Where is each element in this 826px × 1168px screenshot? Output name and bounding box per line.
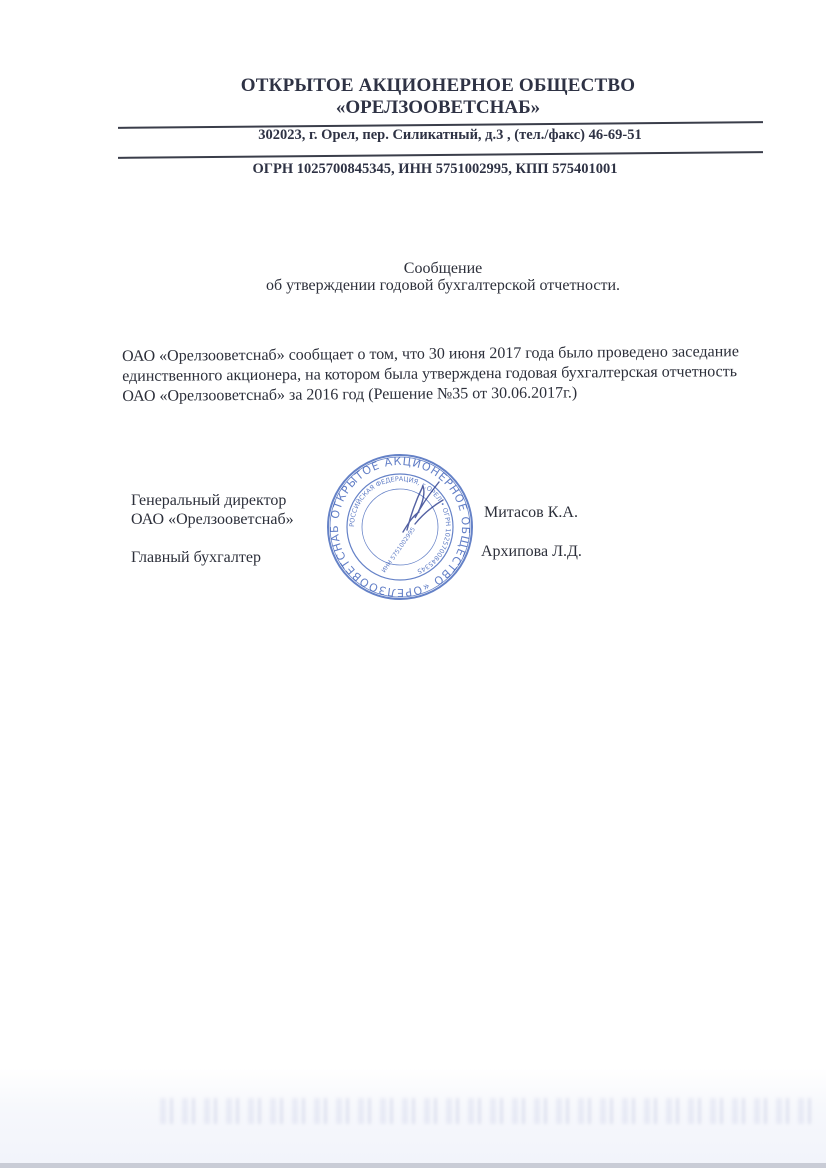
director-organization: ОАО «Орелзооветснаб» [131, 511, 294, 528]
company-registration: ОГРН 1025700845345, ИНН 5751002995, КПП 575401001 [252, 161, 618, 177]
company-name-line1: ОТКРЫТОЕ АКЦИОНЕРНОЕ ОБЩЕСТВО [240, 75, 636, 96]
chief-accountant-title: Главный бухгалтер [131, 549, 261, 566]
message-body [122, 342, 782, 407]
message-body-line: ОАО «Орелзооветснаб» сообщает о том, что 30 июня 2017 года было проведено заседание [122, 343, 739, 365]
scan-edge [0, 1163, 826, 1168]
director-title: Генеральный директор [131, 492, 287, 509]
message-subtitle: об утверждении годовой бухгалтерской отчетности. [265, 277, 621, 294]
company-address: 302023, г. Орел, пер. Силикатный, д.3 , (тел./факс) 46-69-51 [258, 127, 642, 143]
director-name: Митасов К.А. [484, 504, 578, 521]
company-name-line2: «ОРЕЛЗООВЕТСНАБ» [335, 97, 541, 118]
header-divider-bottom [118, 151, 763, 158]
message-body-line: единственного акционера, на котором была утверждена годовая бухгалтерская отчетность [122, 363, 738, 385]
seal-center-text: ИНН 5751002995 [380, 526, 418, 575]
scan-artifact-strip [160, 1098, 820, 1124]
message-body-line: ОАО «Орелзооветснаб» за 2016 год (Решение №35 от 30.06.2017г.) [122, 384, 578, 405]
message-title: Сообщение [403, 260, 483, 277]
seal-outer-text: ОТКРЫТОЕ АКЦИОНЕРНОЕ ОБЩЕСТВО «ОРЕЛЗООВЕТСНАБ [327, 454, 473, 600]
seal-inner-text: РОССИЙСКАЯ ФЕДЕРАЦИЯ, г.ОРЕЛ • ОГРН 1025700845345 [347, 474, 453, 576]
company-seal [325, 452, 475, 602]
chief-accountant-name: Архипова Л.Д. [481, 543, 582, 560]
company-seal-graphic [325, 452, 475, 602]
